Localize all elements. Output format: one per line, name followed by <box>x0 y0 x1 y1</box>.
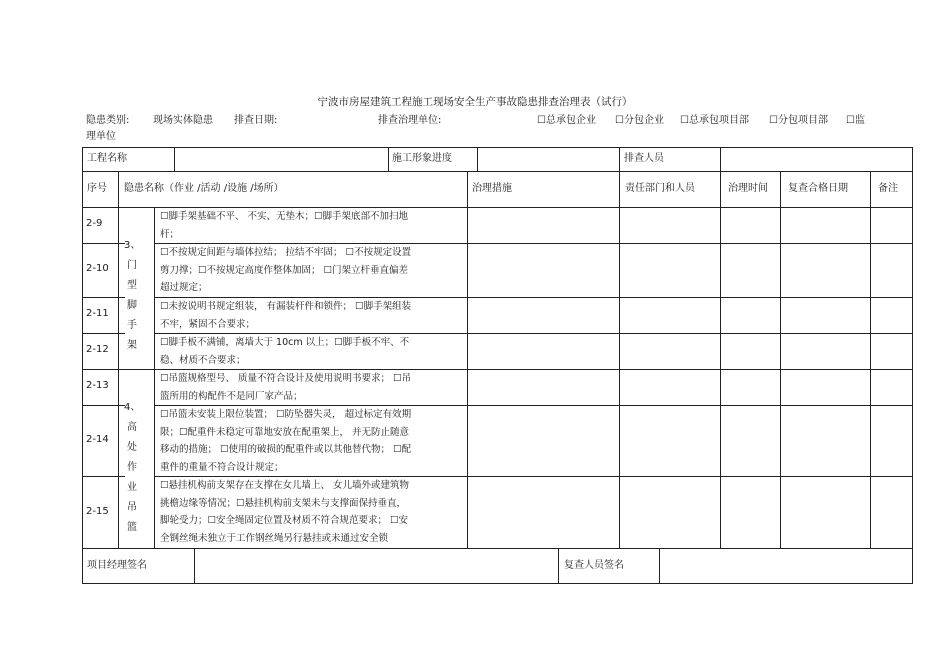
hazard-description: ☐吊篮未安装上限位装置； ☐防坠器失灵， 超过标定有效期 限；☐配重件未稳定可靠地安放在配重架上， 并无防止随意 移动的措施； ☐使用的破损的配重件或以其他替代物； ☐配 重件的重量不符合设计规定； <box>160 409 412 473</box>
hazard-description: ☐脚手板不满铺，离墙大于 10cm 以上；☐脚手板不牢、不 稳、材质不合要求； <box>160 337 410 366</box>
option-supervision-wrap: 理单位 <box>86 131 116 142</box>
row-code: 2-13 <box>86 380 109 391</box>
option-gc-project-dept[interactable]: ☐总承包项目部 <box>680 115 749 126</box>
project-name-label: 工程名称 <box>87 153 127 164</box>
group-label-door-scaffold: 3、 门 型 脚 手 架 <box>124 240 141 351</box>
page-title: 宁波市房屋建筑工程施工现场安全生产事故隐患排查治理表（试行） <box>317 96 633 108</box>
hazard-description: ☐悬挂机构前支架存在支撑在女儿墙上、 女儿墙外或建筑物 挑檐边缘等情况；☐悬挂机构前支架未与支撑面保持垂直， 脚轮受力；☐安全绳固定位置及材质不符合规范要求； ☐安 全钢丝绳未独立于工作钢丝绳另行悬挂或未通过安全锁 <box>160 480 410 544</box>
row-code: 2-12 <box>86 344 109 355</box>
category-value: 现场实体隐患 <box>153 115 213 126</box>
hazard-description: ☐不按规定间距与墙体拉结； 拉结不牢固； ☐不按规定设置 剪刀撑；☐不按规定高度作整体加固； ☐门架立杆垂直偏差 超过规定； <box>160 247 412 293</box>
unit-label: 排查治理单位: <box>378 115 442 126</box>
header-time: 治理时间 <box>728 183 768 194</box>
row-code: 2-11 <box>86 308 109 319</box>
option-supervision[interactable]: ☐监 <box>846 115 865 126</box>
hazard-description: ☐未按说明书规定组装， 有漏装杆件和锁件； ☐脚手架组装 不牢，紧固不合要求； <box>160 301 412 330</box>
progress-label: 施工形象进度 <box>392 153 452 164</box>
row-code: 2-9 <box>86 218 103 229</box>
row-code: 2-14 <box>86 434 109 445</box>
header-dept: 责任部门和人员 <box>625 183 695 194</box>
option-sub-project-dept[interactable]: ☐分包项目部 <box>769 115 828 126</box>
header-recheck-date: 复查合格日期 <box>788 183 848 194</box>
group-label-hanging-basket: 4、 高 处 作 业 吊 篮 <box>124 402 141 533</box>
option-general-contractor[interactable]: ☐总承包企业 <box>537 115 596 126</box>
date-label: 排查日期: <box>234 115 278 126</box>
pm-sign-label: 项目经理签名 <box>87 560 147 571</box>
inspector-label: 排查人员 <box>624 153 664 164</box>
header-seq: 序号 <box>87 183 107 194</box>
row-code: 2-10 <box>86 263 109 274</box>
header-measures: 治理措施 <box>472 183 512 194</box>
recheck-sign-label: 复查人员签名 <box>564 560 624 571</box>
category-label: 隐患类别: <box>86 115 130 126</box>
header-hazard: 隐患名称（作业 /活动 /设施 /场所） <box>124 183 284 194</box>
hazard-description: ☐吊篮规格型号、 质量不符合设计及使用说明书要求； ☐吊 篮所用的构配件不是同厂家产品； <box>160 373 412 402</box>
row-code: 2-15 <box>86 506 109 517</box>
option-subcontractor[interactable]: ☐分包企业 <box>615 115 664 126</box>
hazard-description: ☐脚手架基础不平、 不实、无垫木；☐脚手架底部不加扫地 杆； <box>160 211 409 240</box>
header-remarks: 备注 <box>878 183 898 194</box>
